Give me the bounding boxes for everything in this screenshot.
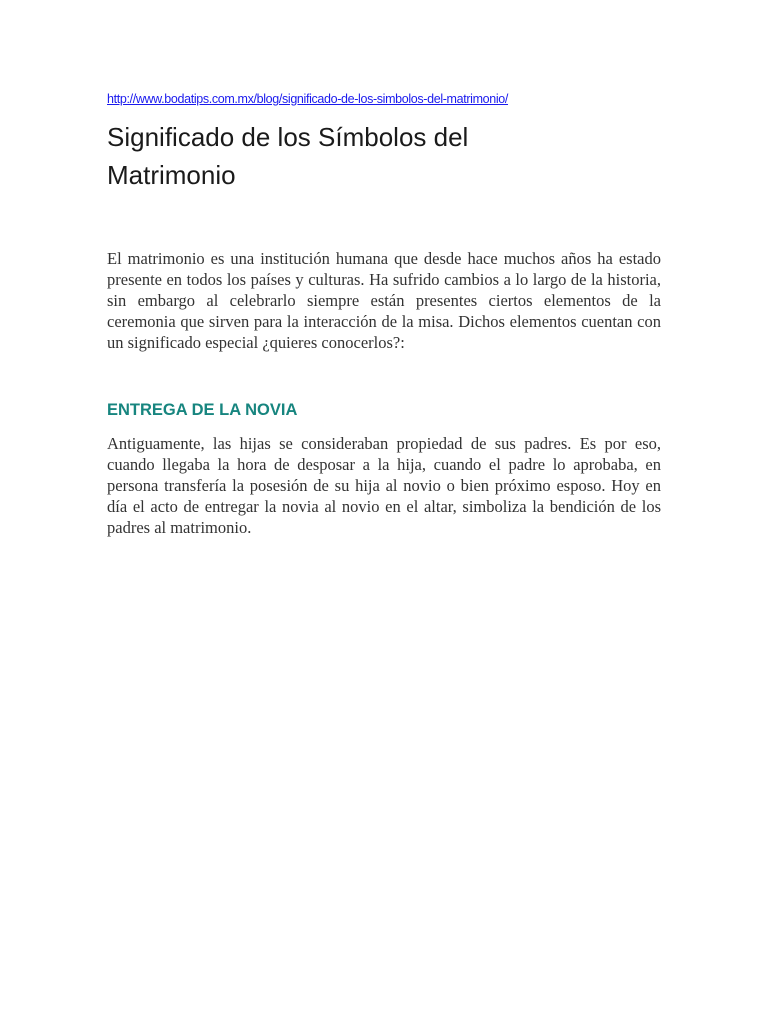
section-paragraph-entrega-de-la-novia: Antiguamente, las hijas se consideraban propiedad de sus padres. Es por eso, cuando llegaba la hora de desposar a la hija, cuando el padre lo aprobaba, en persona transfería la posesión de su hija al novio o bien próximo esposo. Hoy en día el acto de entregar la novia al novio en el altar, simboliza la bendición de los padres al matrimonio. (107, 434, 661, 537)
title-line-1: Significado de los Símbolos del (107, 122, 469, 152)
document-content (107, 90, 661, 538)
intro-paragraph: El matrimonio es una institución humana que desde hace muchos años ha estado presente en todos los países y culturas. Ha sufrido cambios a lo largo de la historia, sin embargo al celebrarlo siempre están presentes ciertos elementos de la ceremonia que sirven para la interacción de la misa. Dichos elementos cuentan con un significado especial ¿quieres conocerlos?: (107, 249, 661, 352)
title-line-2: Matrimonio (107, 160, 236, 190)
source-url-link[interactable]: http://www.bodatips.com.mx/blog/significado-de-los-simbolos-del-matrimonio/ (107, 92, 509, 106)
section-heading-entrega-de-la-novia: ENTREGA DE LA NOVIA (107, 401, 298, 419)
page-title (107, 118, 661, 194)
